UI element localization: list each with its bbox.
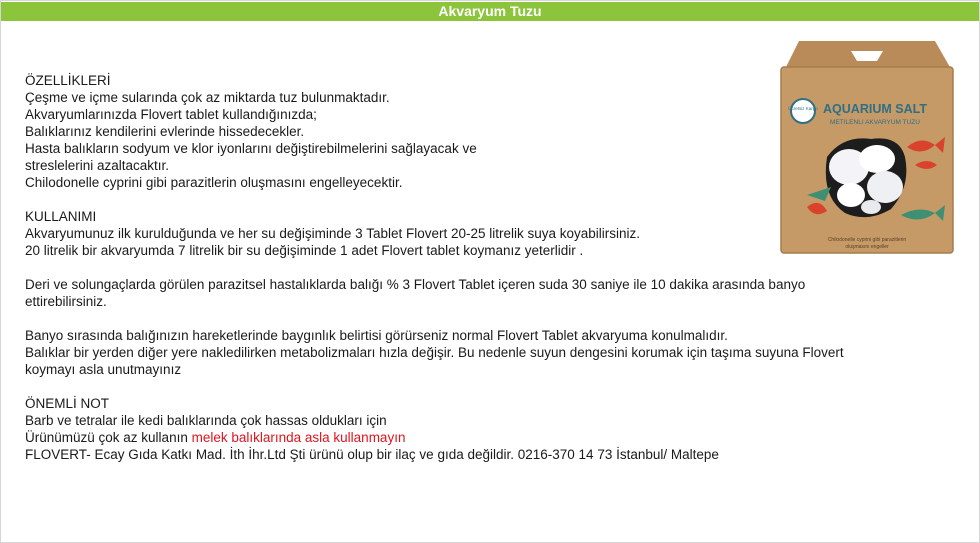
note-line: FLOVERT- Ecay Gıda Katkı Mad. İth İhr.Ltd Şti ürünü olup bir ilaç ve gıda değildir. 0216-370 14 73 İstanbul/ Maltepe xyxy=(25,447,719,462)
free-shipping-badge: Ücretsiz Kargo xyxy=(788,106,818,111)
usage-line: Akvaryumunuz ilk kurulduğunda ve her su değişiminde 3 Tablet Flovert 20-25 litrelik suya koyabilirsiniz. xyxy=(25,226,641,241)
product-image xyxy=(779,37,955,254)
features-line: Balıklarınız kendilerini evlerinde hissedecekler. xyxy=(25,124,305,139)
features-heading: ÖZELLİKLERİ xyxy=(25,73,111,88)
features-line: Hasta balıkların sodyum ve klor iyonlarını değiştirebilmelerini sağlayacak ve xyxy=(25,141,477,156)
warning-line: koymayı asla unutmayınız xyxy=(25,362,182,377)
bath-line: ettirebilirsiniz. xyxy=(25,294,107,309)
product-box-title: AQUARIUM SALT xyxy=(823,102,927,116)
warning-line: Banyo sırasında balığınızın hareketlerinde baygınlık belirtisi görürseniz normal Flovert Tablet akvaryuma konulmalıdır. xyxy=(25,328,728,343)
note-line xyxy=(25,429,905,446)
features-line: Çeşme ve içme sularında çok az miktarda tuz bulunmaktadır. xyxy=(25,90,390,105)
note-warning-red: melek balıklarında asla kullanmayın xyxy=(191,430,406,445)
note-heading: ÖNEMLİ NOT xyxy=(25,396,110,411)
product-box-description: Chilodonelle cyprini gibi parazitlerin xyxy=(827,237,907,243)
page-title: Akvaryum Tuzu xyxy=(1,2,979,21)
features-line: streslelerini azaltacaktır. xyxy=(25,158,170,173)
usage-heading: KULLANIMI xyxy=(25,209,97,224)
bath-line: Deri ve solungaçlarda görülen parazitsel hastalıklarda balığı % 3 Flovert Tablet içeren suda 30 saniye ile 10 dakika arasında banyo xyxy=(25,277,806,292)
note-line: Barb ve tetralar ile kedi balıklarında çok hassas oldukları için xyxy=(25,413,387,428)
product-box-subtitle: METILENLI AKVARYUM TUZU xyxy=(830,119,920,126)
product-box-description: oluşmasını engeller xyxy=(845,244,889,250)
note-text: Ürünümüzü çok az kullanın xyxy=(25,430,192,445)
warning-line: Balıklar bir yerden diğer yere nakledilirken metabolizmaları hızla değişir. Bu nedenle suyun dengesini korumak için taşıma suyuna Flovert xyxy=(25,345,844,360)
features-line: Akvaryumlarınızda Flovert tablet kullandığınızda; xyxy=(25,107,317,122)
features-line: Chilodonelle cyprini gibi parazitlerin oluşmasını engelleyecektir. xyxy=(25,175,403,190)
usage-line: 20 litrelik bir akvaryumda 7 litrelik bir su değişiminde 1 adet Flovert tablet koymanız yeterlidir . xyxy=(25,243,584,258)
product-description xyxy=(25,72,905,463)
